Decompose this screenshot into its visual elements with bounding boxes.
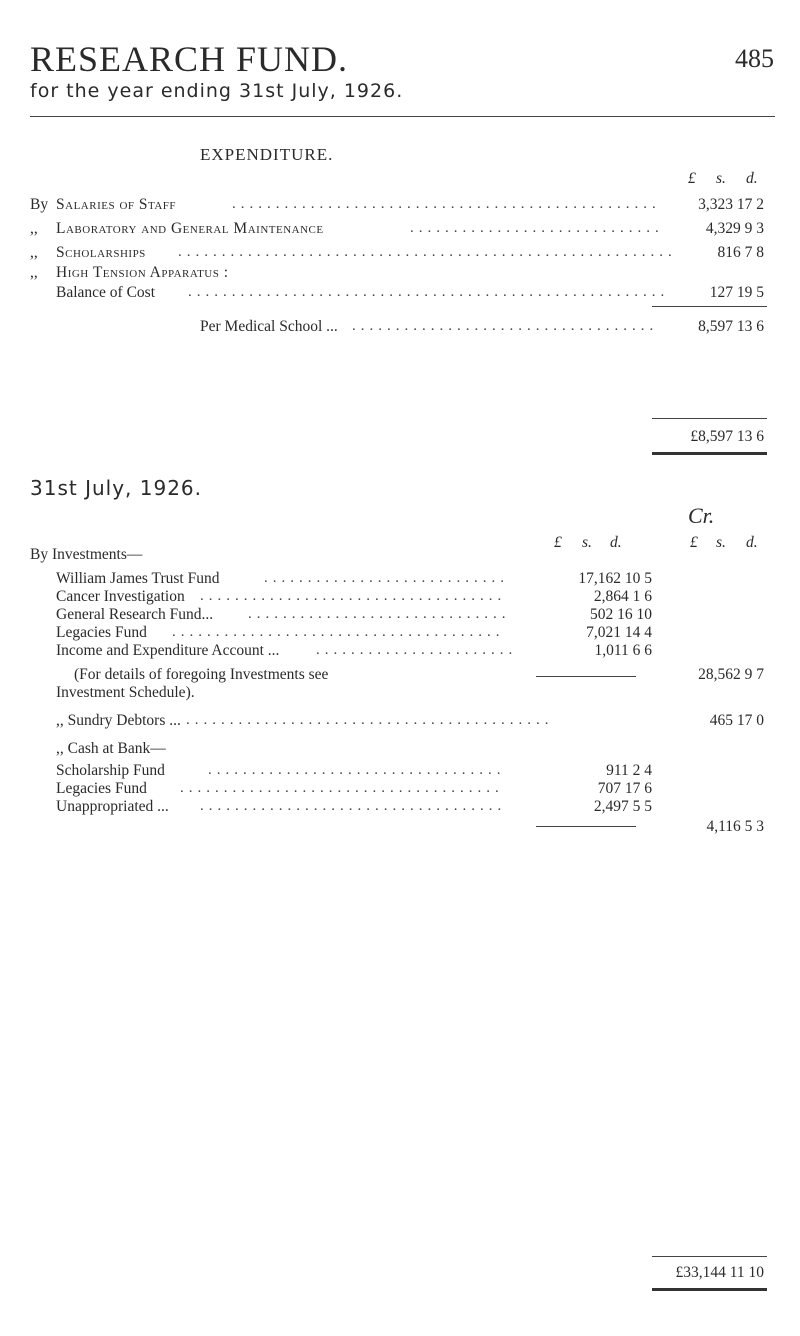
col1-pence-header: d. (610, 534, 622, 551)
cash-item-amount: 707 17 6 (594, 780, 652, 798)
leader-dots: ............................ (264, 570, 509, 586)
balance-date-heading: 31st July, 1926. (30, 476, 203, 500)
expenditure-shillings-header: s. (716, 170, 726, 187)
cash-subtotal-rule (536, 826, 636, 827)
grand-total: £33,144 11 10 (675, 1264, 764, 1281)
cash-at-bank-label: ,, Cash at Bank— (56, 740, 166, 757)
expenditure-row-label: Laboratory and General Maintenance (56, 220, 324, 237)
subtotal-rule (652, 306, 767, 307)
col2-shillings-header: s. (716, 534, 726, 551)
page-number: 485 (735, 44, 774, 73)
investment-item-label: General Research Fund... (56, 606, 214, 623)
expenditure-row-prefix: By (30, 196, 49, 213)
investment-item-amount: 1,011 6 6 (590, 642, 652, 660)
expenditure-pence-header: d. (746, 170, 758, 187)
expenditure-row-amount: 3,323 17 2 (694, 196, 764, 214)
leader-dots: ................................... (352, 318, 659, 334)
expenditure-total: £8,597 13 6 (690, 428, 764, 445)
cash-item-label: Unappropriated ... (56, 798, 169, 815)
investments-note-line-1: (For details of foregoing Investments see (74, 666, 329, 683)
leader-dots: ................................... (200, 798, 507, 814)
expenditure-pounds-header: £ (688, 170, 696, 187)
expenditure-row-label: Balance of Cost (56, 284, 156, 301)
col1-pounds-header: £ (554, 534, 562, 551)
investments-label: By Investments— (30, 546, 143, 563)
expenditure-row-label: Salaries of Staff (56, 196, 177, 213)
expenditure-row-amount: 816 7 8 (714, 244, 765, 262)
leader-dots: ................................... (200, 588, 507, 604)
investment-item-amount: 2,864 1 6 (590, 588, 652, 606)
investment-item-label: Legacies Fund (56, 624, 147, 641)
per-school-label: Per Medical School ... (200, 318, 338, 335)
grand-total-double-rule (652, 1288, 767, 1291)
expenditure-row-amount: 127 19 5 (706, 284, 764, 302)
investments-note-line-2: Investment Schedule). (56, 684, 195, 701)
investment-item-label: Income and Expenditure Account ... (56, 642, 280, 659)
leader-dots: ...................................... (172, 624, 505, 640)
expenditure-row-prefix: ,, (30, 244, 38, 261)
cash-item-label: Scholarship Fund (56, 762, 165, 779)
grand-total-top-rule (652, 1256, 767, 1257)
total-top-rule (652, 418, 767, 419)
leader-dots: .............................. (248, 606, 511, 622)
per-school-amount: 8,597 13 6 (694, 318, 764, 336)
leader-dots: .................................. (208, 762, 506, 778)
expenditure-row-amount: 4,329 9 3 (702, 220, 764, 238)
leader-dots: ....................... (316, 642, 518, 658)
cash-item-amount: 2,497 5 5 (590, 798, 652, 816)
expenditure-row-prefix: ,, (30, 220, 38, 237)
leader-dots: ......................................................... (178, 244, 677, 260)
expenditure-heading: EXPENDITURE. (200, 145, 334, 164)
expenditure-row-label: High Tension Apparatus : (56, 264, 229, 281)
leader-dots: ..................................... (180, 780, 504, 796)
col2-pounds-header: £ (690, 534, 698, 551)
credit-heading: Cr. (688, 503, 715, 528)
leader-dots: .......................................... (186, 712, 554, 728)
investments-subtotal-rule (536, 676, 636, 677)
header-rule (30, 116, 775, 117)
investment-item-label: Cancer Investigation (56, 588, 185, 605)
cash-item-amount: 911 2 4 (602, 762, 652, 780)
leader-dots: ............................. (410, 220, 664, 236)
investments-total: 28,562 9 7 (698, 666, 764, 683)
investment-item-amount: 7,021 14 4 (582, 624, 652, 642)
expenditure-row-label: Scholarships (56, 244, 146, 261)
col1-shillings-header: s. (582, 534, 592, 551)
sundry-debtors-label: ,, Sundry Debtors ... (56, 712, 181, 729)
page-subtitle: for the year ending 31st July, 1926. (30, 80, 404, 102)
page-title: RESEARCH FUND. (30, 39, 349, 79)
cash-total: 4,116 5 3 (706, 818, 764, 835)
cash-item-label: Legacies Fund (56, 780, 147, 797)
leader-dots: ................................................. (232, 196, 661, 212)
col2-pence-header: d. (746, 534, 758, 551)
investment-item-amount: 502 16 10 (586, 606, 652, 624)
investment-item-amount: 17,162 10 5 (574, 570, 652, 588)
leader-dots: ....................................................... (188, 284, 670, 300)
sundry-debtors-amount: 465 17 0 (706, 712, 764, 730)
expenditure-row-prefix: ,, (30, 264, 38, 281)
total-double-rule (652, 452, 767, 455)
investment-item-label: William James Trust Fund (56, 570, 220, 587)
